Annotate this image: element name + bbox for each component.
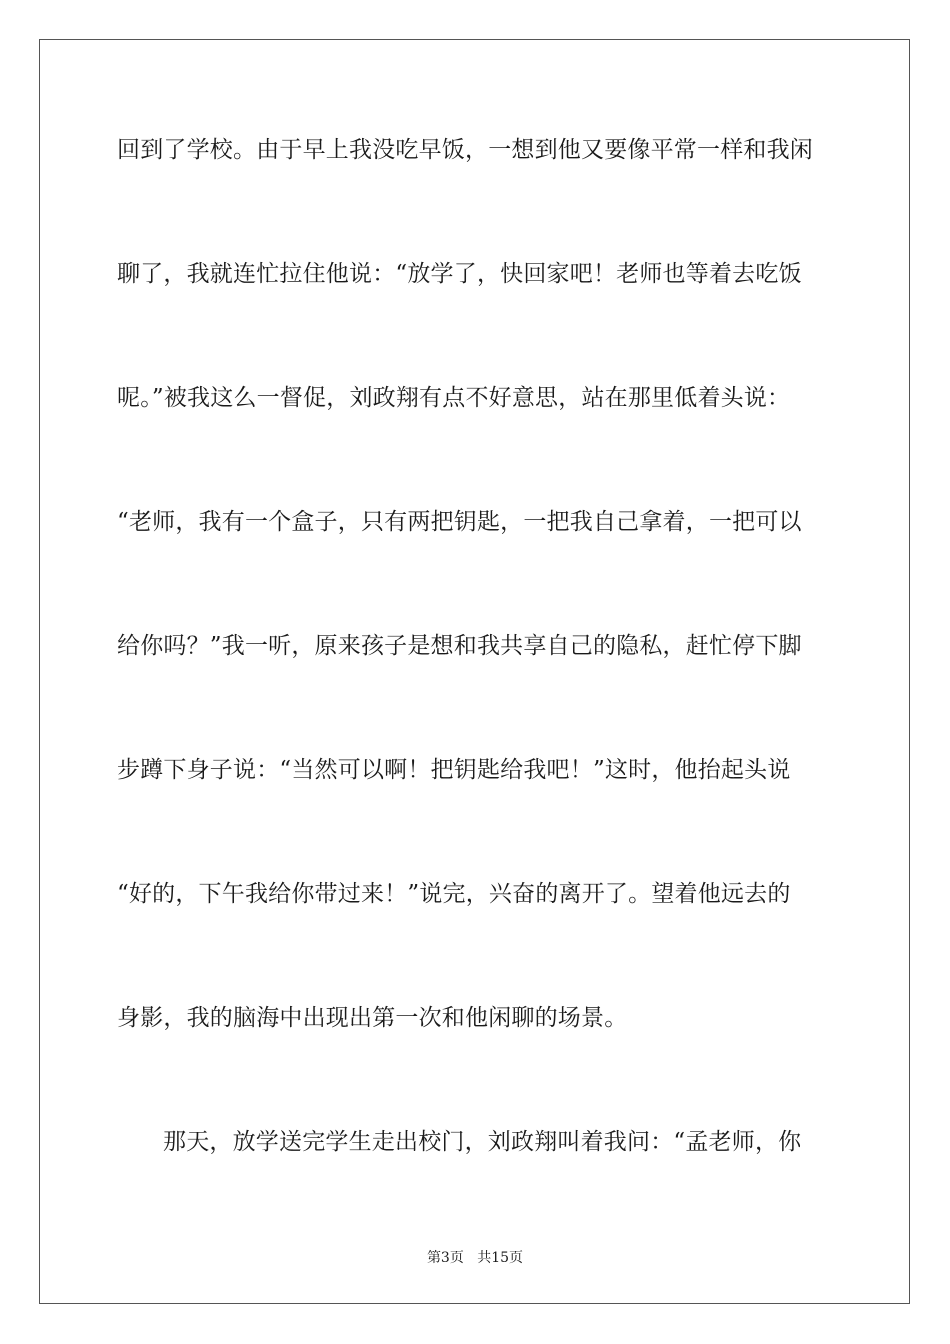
text-line: 聊了，我就连忙拉住他说：“放学了，快回家吧！老师也等着去吃饭 — [117, 261, 802, 287]
paragraph-start-line: 那天，放学送完学生走出校门，刘政翔叫着我问：“孟老师，你 — [163, 1129, 802, 1155]
text-line: 回到了学校。由于早上我没吃早饭，一想到他又要像平常一样和我闲 — [117, 137, 813, 163]
text-line: 给你吗？”我一听，原来孩子是想和我共享自己的隐私，赶忙停下脚 — [117, 633, 802, 659]
page-number: 第3页 — [426, 1250, 464, 1266]
text-line: “好的，下午我给你带过来！”说完，兴奋的离开了。望着他远去的 — [117, 881, 791, 907]
page-footer — [0, 1247, 950, 1267]
text-line: 呢。”被我这么一督促，刘政翔有点不好意思，站在那里低着头说： — [117, 385, 791, 411]
text-line: 步蹲下身子说：“当然可以啊！把钥匙给我吧！”这时，他抬起头说 — [117, 757, 791, 783]
page-total: 共15页 — [477, 1250, 524, 1266]
text-line: “老师，我有一个盒子，只有两把钥匙，一把我自己拿着，一把可以 — [117, 509, 802, 535]
text-line: 身影，我的脑海中出现出第一次和他闲聊的场景。 — [117, 1005, 628, 1031]
body-text — [117, 127, 833, 1243]
